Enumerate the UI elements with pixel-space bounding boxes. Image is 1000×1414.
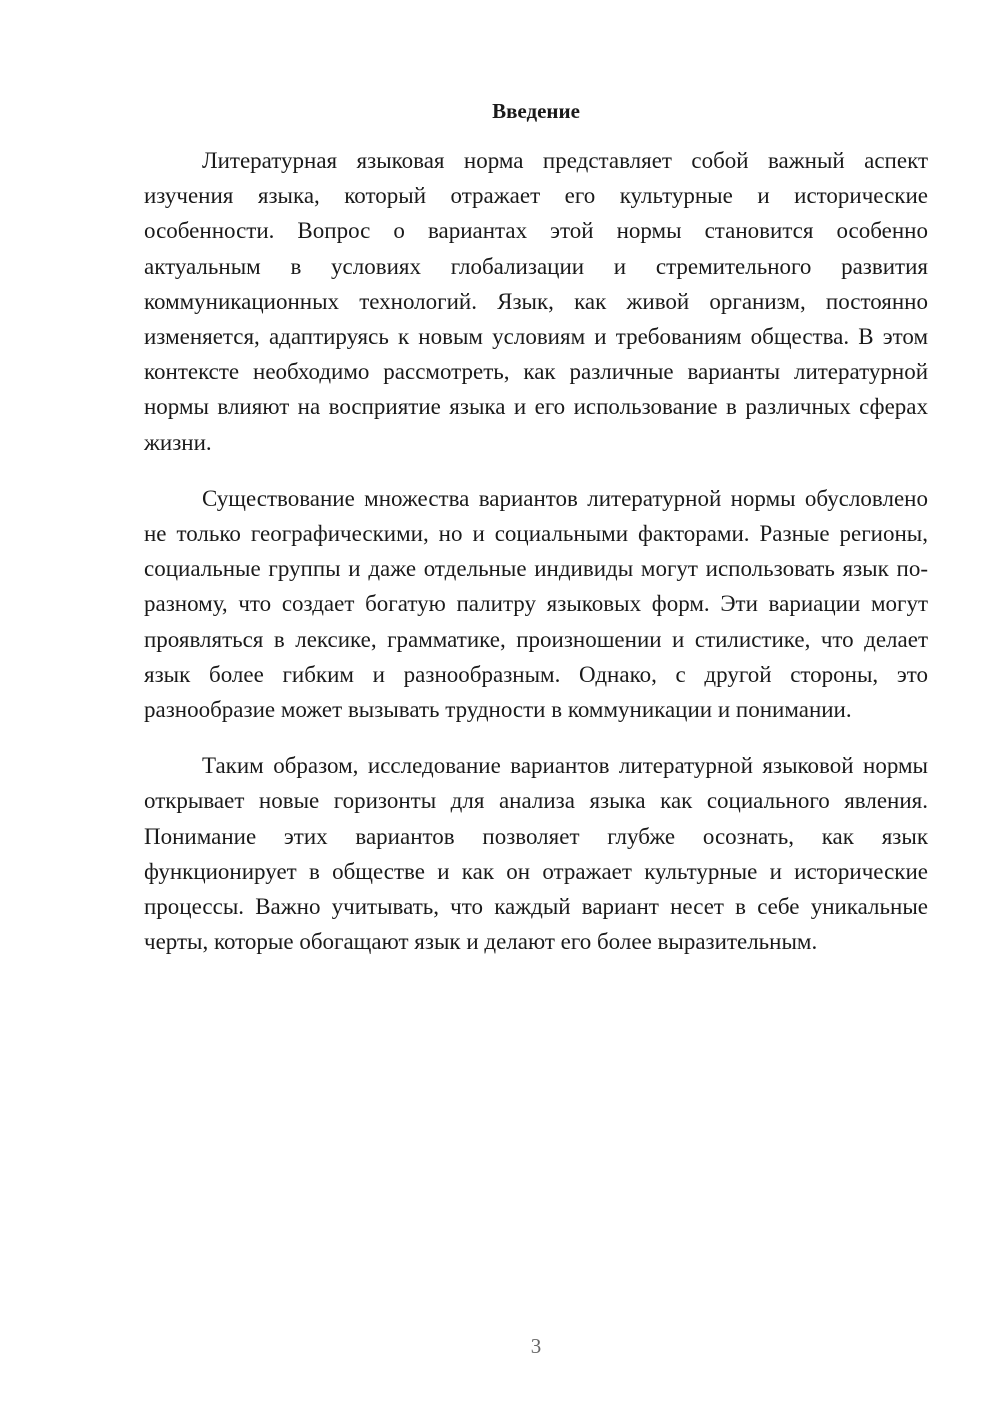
paragraph-3: Таким образом, исследование вариантов литературной языковой нормы открывает новые горизонты для анализа языка как социального явления. Понимание этих вариантов позволяет глубже осознать, как язык функционирует в обществе и как он отражает культурные и исторические процессы. Важно учитывать, что каждый вариант несет в себе уникальные черты, которые обогащают язык и делают его более выразительным. <box>144 753 928 955</box>
paragraph-2: Существование множества вариантов литературной нормы обусловлено не только географическими, но и социальными факторами. Разные регионы, социальные группы и даже отдельные индивиды могут использовать язык по-разному, что создает богатую палитру языковых форм. Эти вариации могут проявляться в лексике, грамматике, произношении и стилистике, что делает язык более гибким и разнообразным. Однако, с другой стороны, это разнообразие может вызывать трудности в коммуникации и понимании. <box>144 485 928 723</box>
page-number: 3 <box>530 1334 542 1358</box>
section-title: Введение <box>492 99 580 123</box>
body-text <box>144 143 928 980</box>
paragraph-1: Литературная языковая норма представляет собой важный аспект изучения языка, который отражает его культурные и исторические особенности. Вопрос о вариантах этой нормы становится особенно актуальным в условиях глобализации и стремительного развития коммуникационных технологий. Язык, как живой организм, постоянно изменяется, адаптируясь к новым условиям и требованиям общества. В этом контексте необходимо рассмотреть, как различные варианты литературной нормы влияют на восприятие языка и его использование в различных сферах жизни. <box>144 148 928 455</box>
